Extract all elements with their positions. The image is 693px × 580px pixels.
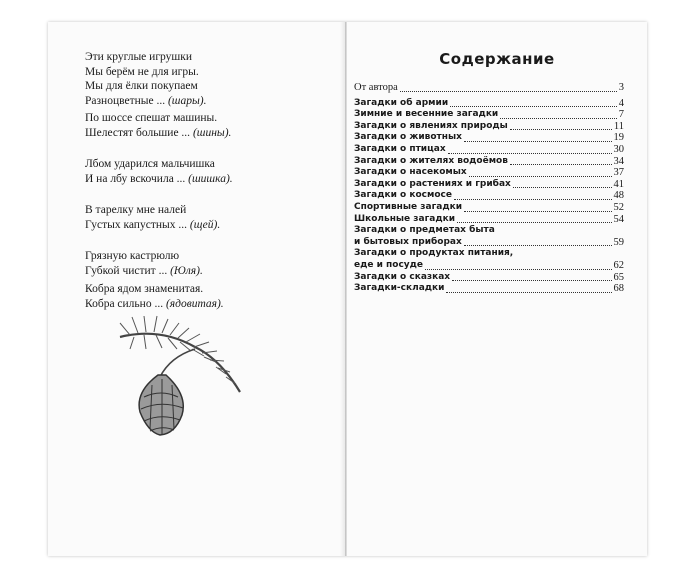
toc-page-number: 34 <box>613 155 624 167</box>
toc-entry <box>354 156 624 168</box>
toc-leader-dots <box>452 279 611 281</box>
toc-leader-dots <box>448 152 612 154</box>
toc-leader-dots <box>500 117 617 119</box>
toc-page-number: 41 <box>613 178 624 190</box>
toc-title: Содержание <box>439 50 555 68</box>
toc-entry-label: Загадки о насекомых <box>354 167 467 178</box>
toc-entry <box>354 132 624 144</box>
riddle-line: В тарелку мне налей <box>85 204 187 216</box>
toc-page-number: 62 <box>613 259 624 271</box>
toc-page-number: 19 <box>613 132 624 144</box>
toc-entry-label: еде и посуде <box>354 259 424 270</box>
toc-entry <box>354 260 624 272</box>
toc-entry <box>354 109 624 121</box>
toc-page-number: 30 <box>613 143 624 155</box>
toc-leader-dots <box>425 268 611 270</box>
toc-entry-label: Загадки о предметах быта <box>354 225 495 236</box>
toc-leader-dots <box>454 198 612 200</box>
riddle-last-line <box>85 218 325 233</box>
riddle-answer: (шары). <box>167 94 207 107</box>
toc-entry <box>354 283 624 295</box>
toc-leader-dots <box>457 221 611 223</box>
open-book <box>48 22 647 556</box>
riddle <box>85 111 325 140</box>
toc-entry <box>354 144 624 156</box>
toc-entry <box>354 237 624 249</box>
riddle-text: Густых капустных ... <box>85 218 190 231</box>
riddle-text: Губкой чистит ... <box>85 264 171 277</box>
toc-entry <box>354 248 624 260</box>
toc-entry <box>354 225 624 237</box>
toc-entry <box>354 98 624 110</box>
toc-leader-dots <box>464 244 612 246</box>
riddle-answer: (шишка). <box>188 172 233 185</box>
toc-leader-dots <box>464 210 611 212</box>
riddle-line: Эти круглые игрушки <box>85 51 192 63</box>
toc-entry-label: Загадки о жителях водоёмов <box>354 155 508 166</box>
toc-entry <box>354 214 624 226</box>
toc-page-number: 52 <box>613 201 624 213</box>
toc-page-number: 7 <box>618 109 624 121</box>
riddle-text: Разноцветные ... <box>85 94 168 107</box>
toc-page-number: 11 <box>613 120 624 132</box>
toc-page-number: 54 <box>613 213 624 225</box>
riddle-answer: (щей). <box>189 218 221 231</box>
pine-cone-branch-icon <box>100 297 250 447</box>
riddle-line: Мы берём не для игры. <box>85 65 199 78</box>
toc-leader-dots <box>510 163 612 165</box>
toc-entry-label: Загадки о животных <box>354 132 462 143</box>
riddle-answer: (шины). <box>192 126 232 139</box>
toc-entry <box>354 190 624 202</box>
riddle <box>85 50 325 108</box>
riddle-text: Шелестят большие ... <box>85 126 193 139</box>
toc-entry-label: Загадки о явлениях природы <box>354 120 508 131</box>
toc-entry <box>354 82 624 94</box>
toc-leader-dots <box>513 186 612 188</box>
toc-leader-dots <box>400 90 617 92</box>
toc-page-number: 59 <box>613 236 624 248</box>
toc-entry-label: Загадки о растениях и грибах <box>354 178 511 189</box>
riddle-answer: (Юля). <box>170 264 203 277</box>
toc-leader-dots <box>446 291 611 293</box>
toc-entry <box>354 167 624 179</box>
toc-entry-label: Школьные загадки <box>354 213 456 224</box>
toc-page-number: 48 <box>613 190 624 202</box>
riddle-last-line <box>85 126 325 141</box>
riddle-answer: (ядовитая). <box>165 297 224 310</box>
toc-page-number: 68 <box>613 283 624 295</box>
toc-page-number: 4 <box>618 97 624 109</box>
riddle-text: И на лбу вскочила ... <box>85 172 189 185</box>
toc-entry-label: Загадки об армии <box>354 97 449 108</box>
toc-leader-dots <box>450 105 617 107</box>
toc-entry <box>354 121 624 133</box>
toc-page-number: 65 <box>613 271 624 283</box>
riddle-line: Грязную кастрюлю <box>85 250 180 262</box>
toc-entry-label: Загадки о сказках <box>354 271 451 282</box>
riddle-last-line <box>85 264 325 279</box>
riddle <box>85 157 325 186</box>
toc-page-number: 37 <box>613 167 624 179</box>
toc-entry-label: Загадки о космосе <box>354 190 452 201</box>
toc-leader-dots <box>510 128 612 130</box>
toc-entry-label: Загадки о продуктах питания, <box>354 248 514 259</box>
riddle <box>85 249 325 278</box>
riddle-line: Лбом ударился мальчишка <box>85 158 215 170</box>
toc-entry-label: Загадки о птицах <box>354 143 446 154</box>
riddle-text: Кобра сильно ... <box>85 297 166 310</box>
riddle-line: Мы для ёлки покупаем <box>85 80 198 92</box>
toc-entry <box>354 272 624 284</box>
toc-entry-label: и бытовых приборах <box>354 236 462 247</box>
table-of-contents <box>354 82 624 295</box>
toc-entry-label: Зимние и весенние загадки <box>354 109 499 120</box>
toc-leader-dots <box>469 175 612 177</box>
toc-page-number: 3 <box>618 82 624 93</box>
toc-entry <box>354 179 624 191</box>
toc-leader-dots <box>464 140 612 142</box>
toc-entry-label: От автора <box>354 82 398 93</box>
toc-entry-label: Спортивные загадки <box>354 201 463 212</box>
riddle-last-line <box>85 172 325 187</box>
riddle-line: По шоссе спешат машины. <box>85 112 218 124</box>
right-page <box>347 22 647 556</box>
riddle <box>85 203 325 232</box>
left-page <box>48 22 346 556</box>
riddle-last-line <box>85 94 325 109</box>
riddle-line: Кобра ядом знаменитая. <box>85 283 204 295</box>
toc-entry <box>354 202 624 214</box>
toc-entry-label: Загадки-складки <box>354 283 445 294</box>
